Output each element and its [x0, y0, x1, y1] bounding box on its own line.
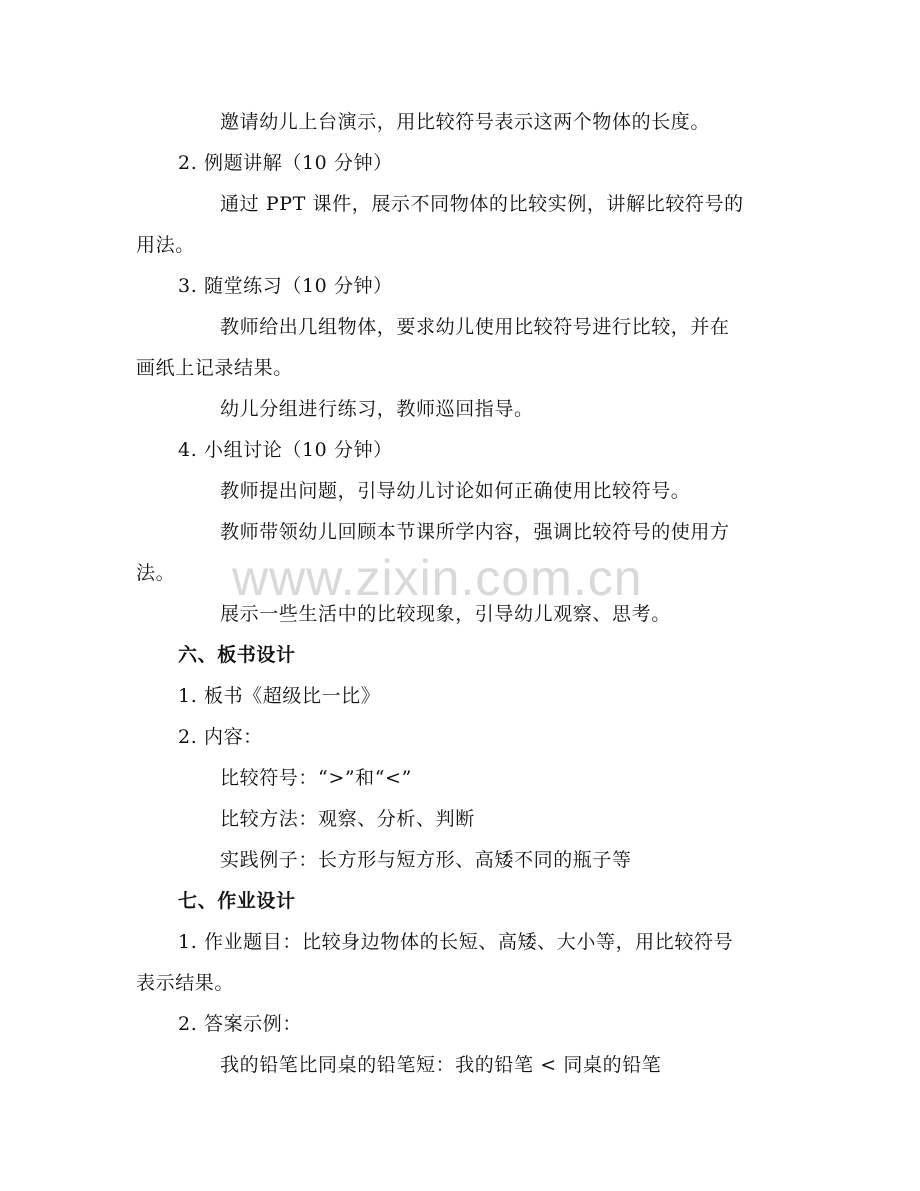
watermark: www.zixin.com.cn	[232, 550, 643, 606]
list-item: 1. 板书《超级比一比》	[178, 685, 381, 707]
text-line: 表示结果。	[136, 972, 235, 994]
text-line: 我的铅笔比同桌的铅笔短：我的铅笔 < 同桌的铅笔	[220, 1054, 662, 1076]
section-heading: 七、作业设计	[178, 890, 296, 912]
text-line: 教师带领幼儿回顾本节课所学内容，强调比较符号的使用方	[220, 521, 730, 543]
text-line: 教师给出几组物体，要求幼儿使用比较符号进行比较，并在	[220, 316, 730, 338]
text-line: 画纸上记录结果。	[136, 357, 293, 379]
text-line: 展示一些生活中的比较现象，引导幼儿观察、思考。	[220, 603, 671, 625]
text-line: 法。	[136, 562, 176, 584]
list-item-heading: 4. 小组讨论（10 分钟）	[178, 439, 393, 461]
text-line: 比较符号：“>”和“<”	[220, 767, 412, 789]
list-item: 2. 答案示例：	[178, 1013, 302, 1035]
list-item: 2. 内容：	[178, 726, 263, 748]
text-line: 实践例子：长方形与短方形、高矮不同的瓶子等	[220, 849, 632, 871]
list-item-heading: 2. 例题讲解（10 分钟）	[178, 152, 393, 174]
text-line: 幼儿分组进行练习，教师巡回指导。	[220, 398, 534, 420]
text-line: 用法。	[136, 234, 195, 256]
list-item-heading: 3. 随堂练习（10 分钟）	[178, 275, 393, 297]
section-heading: 六、板书设计	[178, 644, 296, 666]
text-line: 比较方法：观察、分析、判断	[220, 808, 475, 830]
text-line: 通过 PPT 课件，展示不同物体的比较实例，讲解比较符号的	[220, 193, 744, 215]
text-line: 邀请幼儿上台演示，用比较符号表示这两个物体的长度。	[220, 111, 711, 133]
text-line: 教师提出问题，引导幼儿讨论如何正确使用比较符号。	[220, 480, 691, 502]
list-item: 1. 作业题目：比较身边物体的长短、高矮、大小等，用比较符号	[178, 931, 734, 953]
